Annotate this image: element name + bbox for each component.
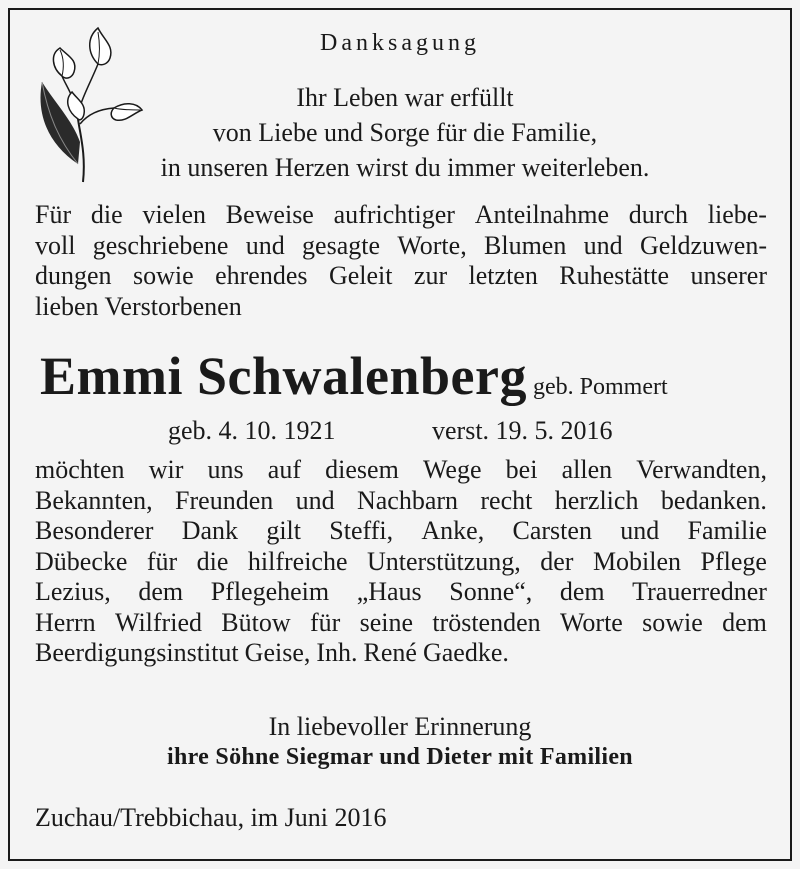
word: gesagte	[302, 230, 381, 260]
word: Lezius,	[35, 577, 111, 606]
deceased-name: Emmi Schwalenberg	[40, 346, 527, 406]
text-line	[35, 455, 767, 486]
text-line	[35, 231, 767, 262]
word: bedanken.	[660, 485, 767, 515]
word: herzlich	[554, 485, 639, 515]
word: Pflegeheim	[210, 577, 330, 606]
word: dem	[559, 577, 605, 606]
heading: Danksagung	[320, 30, 480, 56]
word: und	[583, 230, 623, 260]
word: Mobilen	[592, 546, 682, 576]
word: für	[146, 546, 178, 576]
word: ehrendes	[215, 261, 308, 290]
word: wir	[148, 455, 184, 484]
closing-memory: In liebevoller Erinnerung	[268, 712, 532, 741]
motto	[90, 80, 720, 185]
word: zur	[413, 261, 448, 290]
word: Anke,	[421, 516, 485, 545]
motto-line: von Liebe und Sorge für die Familie,	[212, 118, 598, 147]
word: Blumen	[484, 230, 567, 260]
word: aufrichtiger	[333, 200, 455, 229]
word: letzten	[468, 261, 538, 290]
death-date: verst. 19. 5. 2016	[432, 416, 613, 445]
word: und	[245, 230, 285, 260]
word: voll	[35, 230, 76, 260]
word: René	[363, 638, 417, 667]
text-line	[35, 261, 767, 292]
word: Nachbarn	[356, 485, 459, 515]
word: und	[620, 516, 660, 545]
text-line	[35, 292, 767, 323]
place-date: Zuchau/Trebbichau, im Juni 2016	[35, 803, 387, 832]
word: Geldzuwen-	[639, 230, 767, 260]
word: Familie	[687, 516, 767, 545]
word: Worte	[559, 607, 623, 637]
word: hilfreiche	[247, 546, 348, 576]
word: die	[196, 546, 229, 576]
word: vielen	[142, 200, 206, 229]
word: Verwandten,	[636, 455, 767, 484]
word: uns	[207, 455, 244, 484]
word: die	[90, 200, 123, 229]
word: liebe-	[707, 200, 767, 229]
word: Carsten	[512, 516, 592, 545]
maiden-name: geb. Pommert	[533, 374, 668, 400]
text-line	[35, 200, 767, 231]
text-line	[35, 577, 767, 608]
text-line	[35, 547, 767, 578]
word: allen	[561, 455, 613, 484]
text-line	[35, 638, 767, 669]
word: unserer	[690, 261, 767, 290]
word: Trauerredner	[632, 577, 767, 606]
word: Bekannten,	[35, 485, 153, 515]
word: für	[309, 607, 341, 637]
word: dem	[722, 607, 767, 637]
word: Dank	[181, 516, 239, 545]
word: Wege	[422, 455, 482, 484]
word: bei	[505, 455, 538, 484]
intro-paragraph	[35, 200, 767, 322]
word: Beerdigungsinstitut	[35, 638, 239, 667]
word: dem	[138, 577, 184, 606]
word: geschriebene	[92, 230, 229, 260]
word: Wilfried	[114, 607, 202, 637]
deceased-name-row	[40, 345, 770, 407]
word: tröstenden	[432, 607, 541, 637]
word: recht	[480, 485, 533, 515]
word: diesem	[325, 455, 399, 484]
word: Unterstützung,	[366, 546, 521, 576]
word: „Haus	[356, 577, 422, 606]
word: Dübecke	[35, 546, 128, 576]
word: Gaedke.	[422, 638, 509, 667]
word: gilt	[266, 516, 301, 545]
text-line	[35, 608, 767, 639]
word: lieben	[35, 291, 99, 321]
word: auf	[267, 455, 301, 484]
signature: ihre Söhne Siegmar und Dieter mit Familien	[167, 744, 633, 770]
word: Geleit	[328, 261, 393, 290]
word: Ruhestätte	[559, 261, 670, 290]
word: Worte,	[397, 230, 467, 260]
word: seine	[359, 607, 414, 637]
motto-line: in unseren Herzen wirst du immer weiterleben.	[160, 153, 650, 182]
word: Verstorbenen	[104, 291, 242, 321]
word: Steffi,	[329, 516, 394, 545]
word: dungen	[35, 261, 112, 290]
word: Inh.	[316, 638, 358, 667]
word: Beweise	[225, 200, 314, 229]
motto-line: Ihr Leben war erfüllt	[296, 83, 514, 112]
word: sowie	[132, 261, 194, 290]
word: Geise,	[244, 638, 311, 667]
word: durch	[628, 200, 688, 229]
word: Besonderer	[35, 516, 154, 545]
word: Für	[35, 200, 72, 229]
word: Herrn	[35, 607, 96, 637]
word: Sonne“,	[449, 577, 533, 606]
text-line	[35, 516, 767, 547]
word: Freunden	[175, 485, 274, 515]
word: Anteilnahme	[474, 200, 609, 229]
word: Bütow	[221, 607, 291, 637]
word: und	[295, 485, 335, 515]
word: Pflege	[700, 546, 767, 576]
word: möchten	[35, 455, 125, 484]
word: der	[540, 546, 574, 576]
word: sowie	[642, 607, 703, 637]
thanks-paragraph	[35, 455, 767, 669]
birth-date: geb. 4. 10. 1921	[168, 416, 336, 445]
text-line	[35, 486, 767, 517]
